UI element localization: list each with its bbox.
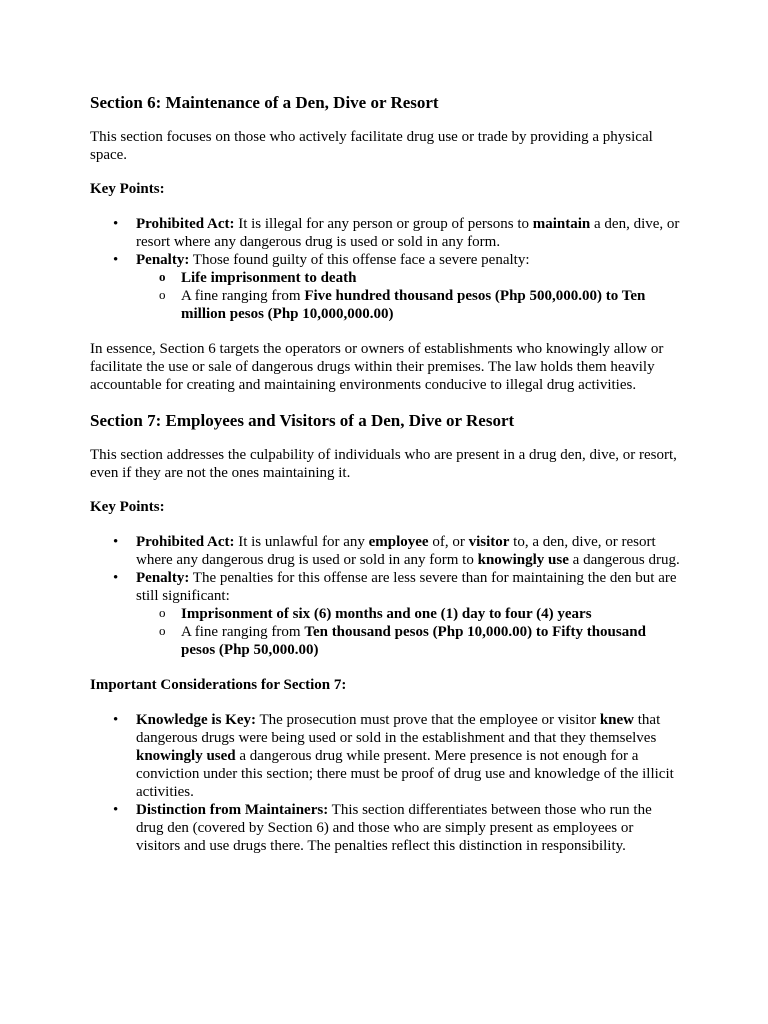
bold-label: Distinction from Maintainers: <box>136 802 329 818</box>
bold-run: knew <box>599 712 635 728</box>
section-6-key-points-label: Key Points: <box>90 181 165 197</box>
list-item <box>90 215 680 251</box>
text-run: Those found guilty of this offense face a severe penalty: <box>189 252 530 268</box>
bold-run: maintain <box>532 216 591 232</box>
text-run: a dangerous drug while present. Mere presence is not enough for a conviction under this section; there must be proof of drug use and knowledge of the illicit activities. <box>136 748 674 800</box>
section-7-key-points-label: Key Points: <box>90 499 165 515</box>
list-item <box>90 569 680 659</box>
text-run: that dangerous drugs were being used or sold in the establishment and that they themselves <box>136 712 661 746</box>
section-6-penalty-sublist <box>136 269 680 323</box>
bold-run: employee <box>368 534 429 550</box>
sub-list-item <box>136 269 680 287</box>
text-run: a den, dive, or resort where any dangerous drug is used or sold in any form. <box>136 216 680 250</box>
bold-run: Ten thousand pesos (Php 10,000.00) to Fifty thousand pesos (Php 50,000.00) <box>181 624 646 658</box>
section-6-heading: Section 6: Maintenance of a Den, Dive or Resort <box>90 93 439 112</box>
section-7-key-points-list <box>90 533 680 659</box>
text-run: It is unlawful for any <box>234 534 369 550</box>
text-run: a dangerous drug. <box>568 552 680 568</box>
section-7-intro: This section addresses the culpability of individuals who are present in a drug den, dive, or resort, even if they are not the ones maintaining it. <box>90 447 677 481</box>
section-7-considerations-list <box>90 711 680 855</box>
bold-run: knowingly use <box>477 552 569 568</box>
bold-run: Five hundred thousand pesos (Php 500,000.00) to Ten million pesos (Php 10,000,000.00) <box>181 288 646 322</box>
bold-run: Imprisonment of six (6) months and one (1) day to four (4) years <box>181 606 592 622</box>
section-7-heading: Section 7: Employees and Visitors of a Den, Dive or Resort <box>90 411 515 430</box>
bold-run: knowingly used <box>136 748 236 764</box>
bold-label: Penalty: <box>136 570 190 586</box>
text-run: A fine ranging from <box>181 288 305 304</box>
bold-run: Life imprisonment to death <box>181 270 357 286</box>
text-run: The prosecution must prove that the employee or visitor <box>256 712 600 728</box>
text-run: A fine ranging from <box>181 624 305 640</box>
document-body <box>90 92 680 872</box>
bold-label: Prohibited Act: <box>136 216 235 232</box>
list-item <box>90 711 680 801</box>
text-run: The penalties for this offense are less severe than for maintaining the den but are still significant: <box>136 570 677 604</box>
list-item <box>90 251 680 323</box>
section-7-penalty-sublist <box>136 605 680 659</box>
sub-list-item <box>136 287 680 323</box>
section-7-considerations-label: Important Considerations for Section 7: <box>90 677 347 693</box>
bold-label: Knowledge is Key: <box>136 712 256 728</box>
sub-list-item <box>136 623 680 659</box>
text-run: This section differentiates between those who run the drug den (covered by Section 6) and those who are simply present as employees or visitors and use drugs there. The penalties reflect this distinction in responsibility. <box>136 802 652 854</box>
text-run: of, or <box>428 534 469 550</box>
text-run: It is illegal for any person or group of persons to <box>234 216 533 232</box>
text-run: to, a den, dive, or resort where any dangerous drug is used or sold in any form to <box>136 534 656 568</box>
section-6-intro: This section focuses on those who actively facilitate drug use or trade by providing a physical space. <box>90 129 653 163</box>
bold-label: Prohibited Act: <box>136 534 235 550</box>
sub-list-item <box>136 605 680 623</box>
bold-label: Penalty: <box>136 252 190 268</box>
list-item <box>90 801 680 855</box>
section-6-summary: In essence, Section 6 targets the operators or owners of establishments who knowingly allow or facilitate the use or sale of dangerous drugs within their premises. The law holds them heavily accountable for creating and maintaining environments conducive to illegal drug activities. <box>90 341 664 393</box>
list-item <box>90 533 680 569</box>
section-7 <box>90 410 680 855</box>
section-6-key-points-list <box>90 215 680 323</box>
bold-run: visitor <box>468 534 510 550</box>
